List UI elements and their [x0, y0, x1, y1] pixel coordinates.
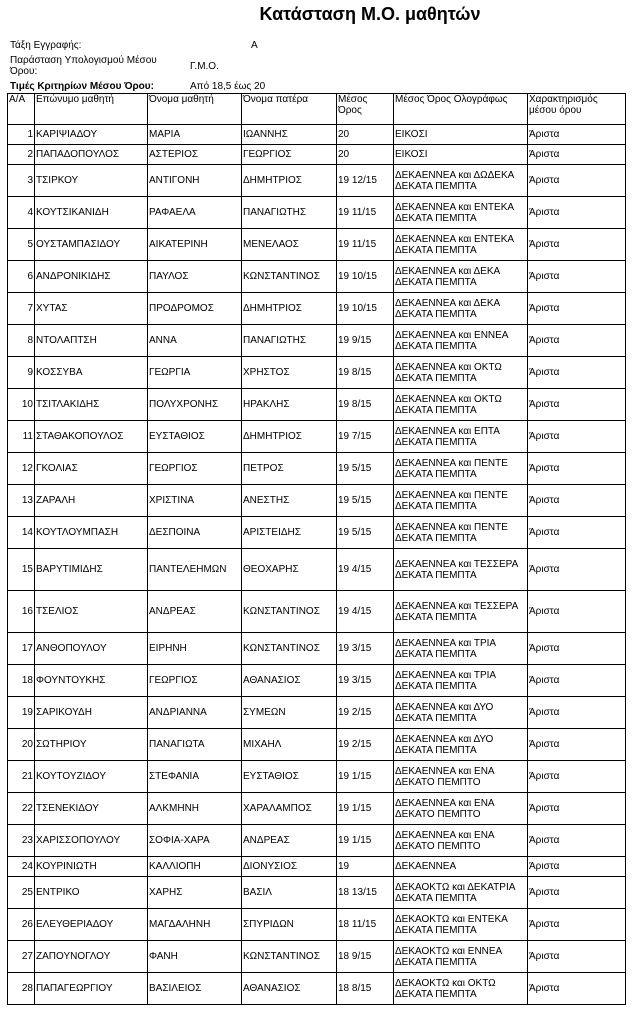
cell-average: 19 7/15: [337, 421, 394, 453]
range-value: Από 18,5 έως 20: [190, 81, 266, 92]
cell-father: ΚΩΝΣΤΑΝΤΙΝΟΣ: [242, 941, 337, 973]
cell-aa: 22: [8, 793, 35, 825]
cell-aa: 8: [8, 325, 35, 357]
cell-surname: ΚΟΥΡΙΝΙΩΤΗ: [35, 857, 148, 877]
cell-father: ΔΗΜΗΤΡΙΟΣ: [242, 165, 337, 197]
cell-aa: 2: [8, 145, 35, 165]
cell-aa: 6: [8, 261, 35, 293]
cell-father: ΑΘΑΝΑΣΙΟΣ: [242, 665, 337, 697]
cell-surname: ΧΑΡΙΣΣΟΠΟΥΛΟΥ: [35, 825, 148, 857]
cell-average: 19 2/15: [337, 697, 394, 729]
cell-average: 20: [337, 145, 394, 165]
cell-surname: ΤΣΕΝΕΚΙΔΟΥ: [35, 793, 148, 825]
range-label: Τιμές Κριτηρίων Μέσου Όρου:: [10, 81, 154, 92]
cell-father: ΧΑΡΑΛΑΜΠΟΣ: [242, 793, 337, 825]
cell-surname: ΟΥΣΤΑΜΠΑΣΙΔΟΥ: [35, 229, 148, 261]
table-row: [8, 697, 626, 729]
cell-average-words: ΔΕΚΑΕΝΝΕΑ και ΕΝΑ ΔΕΚΑΤΟ ΠΕΜΠΤΟ: [394, 793, 528, 825]
cell-aa: 20: [8, 729, 35, 761]
cell-father: ΠΕΤΡΟΣ: [242, 453, 337, 485]
cell-average: 19: [337, 857, 394, 877]
cell-name: ΠΟΛΥΧΡΟΝΗΣ: [148, 389, 242, 421]
cell-average: 19 1/15: [337, 793, 394, 825]
table-row: [8, 941, 626, 973]
cell-average-words: ΔΕΚΑΕΝΝΕΑ και ΕΝΑ ΔΕΚΑΤΟ ΠΕΜΠΤΟ: [394, 825, 528, 857]
cell-grade: Άριστα: [528, 793, 626, 825]
cell-grade: Άριστα: [528, 825, 626, 857]
cell-father: ΚΩΝΣΤΑΝΤΙΝΟΣ: [242, 633, 337, 665]
cell-surname: ΕΝΤΡΙΚΟ: [35, 877, 148, 909]
cell-name: ΕΥΣΤΑΘΙΟΣ: [148, 421, 242, 453]
cell-father: ΕΥΣΤΑΘΙΟΣ: [242, 761, 337, 793]
students-table: [7, 93, 626, 1005]
cell-grade: Άριστα: [528, 729, 626, 761]
table-row: [8, 761, 626, 793]
cell-average: 20: [337, 125, 394, 145]
cell-father: ΚΩΝΣΤΑΝΤΙΝΟΣ: [242, 591, 337, 633]
cell-grade: Άριστα: [528, 293, 626, 325]
cell-name: ΓΕΩΡΓΙΟΣ: [148, 665, 242, 697]
cell-average: 19 5/15: [337, 453, 394, 485]
cell-average-words: ΔΕΚΑΕΝΝΕΑ και ΟΚΤΩ ΔΕΚΑΤΑ ΠΕΜΠΤΑ: [394, 357, 528, 389]
col-name: Όνομα μαθητή: [148, 94, 242, 125]
cell-average-words: ΔΕΚΑΕΝΝΕΑ και ΤΕΣΣΕΡΑ ΔΕΚΑΤΑ ΠΕΜΠΤΑ: [394, 591, 528, 633]
cell-average: 18 11/15: [337, 909, 394, 941]
cell-name: ΓΕΩΡΓΙΟΣ: [148, 453, 242, 485]
col-aa: Α/Α: [8, 94, 35, 125]
cell-aa: 12: [8, 453, 35, 485]
cell-grade: Άριστα: [528, 125, 626, 145]
table-row: [8, 793, 626, 825]
cell-grade: Άριστα: [528, 357, 626, 389]
cell-average-words: ΔΕΚΑΕΝΝΕΑ: [394, 857, 528, 877]
cell-grade: Άριστα: [528, 591, 626, 633]
calc-label-line2: Όρου:: [10, 66, 38, 77]
cell-name: ΧΡΙΣΤΙΝΑ: [148, 485, 242, 517]
cell-surname: ΤΣΕΛΙΟΣ: [35, 591, 148, 633]
cell-average: 19 3/15: [337, 633, 394, 665]
cell-grade: Άριστα: [528, 325, 626, 357]
cell-name: ΔΕΣΠΟΙΝΑ: [148, 517, 242, 549]
cell-average-words: ΔΕΚΑΕΝΝΕΑ και ΠΕΝΤΕ ΔΕΚΑΤΑ ΠΕΜΠΤΑ: [394, 485, 528, 517]
table-row: [8, 633, 626, 665]
cell-average-words: ΔΕΚΑΕΝΝΕΑ και ΔΥΟ ΔΕΚΑΤΑ ΠΕΜΠΤΑ: [394, 729, 528, 761]
class-label: Τάξη Εγγραφής:: [10, 40, 82, 51]
cell-average-words: ΔΕΚΑΕΝΝΕΑ και ΤΕΣΣΕΡΑ ΔΕΚΑΤΑ ΠΕΜΠΤΑ: [394, 549, 528, 591]
cell-surname: ΣΤΑΘΑΚΟΠΟΥΛΟΣ: [35, 421, 148, 453]
cell-name: ΓΕΩΡΓΙΑ: [148, 357, 242, 389]
cell-aa: 1: [8, 125, 35, 145]
cell-average: 19 4/15: [337, 591, 394, 633]
cell-surname: ΖΑΡΑΛΗ: [35, 485, 148, 517]
cell-aa: 4: [8, 197, 35, 229]
cell-father: ΙΩΑΝΝΗΣ: [242, 125, 337, 145]
cell-average-words: ΔΕΚΑΟΚΤΩ και ΕΝΤΕΚΑ ΔΕΚΑΤΑ ΠΕΜΠΤΑ: [394, 909, 528, 941]
cell-average: 19 10/15: [337, 293, 394, 325]
cell-average: 19 8/15: [337, 389, 394, 421]
cell-father: ΧΡΗΣΤΟΣ: [242, 357, 337, 389]
col-father: Όνομα πατέρα: [242, 94, 337, 125]
cell-father: ΣΠΥΡΙΔΩΝ: [242, 909, 337, 941]
cell-father: ΗΡΑΚΛΗΣ: [242, 389, 337, 421]
cell-aa: 28: [8, 973, 35, 1005]
cell-father: ΚΩΝΣΤΑΝΤΙΝΟΣ: [242, 261, 337, 293]
cell-grade: Άριστα: [528, 165, 626, 197]
table-row: [8, 591, 626, 633]
cell-name: ΚΑΛΛΙΟΠΗ: [148, 857, 242, 877]
table-row: [8, 825, 626, 857]
cell-surname: ΠΑΠΑΓΕΩΡΓΙΟΥ: [35, 973, 148, 1005]
cell-father: ΑΝΕΣΤΗΣ: [242, 485, 337, 517]
cell-grade: Άριστα: [528, 421, 626, 453]
cell-grade: Άριστα: [528, 973, 626, 1005]
cell-average: 19 5/15: [337, 517, 394, 549]
cell-average-words: ΔΕΚΑΟΚΤΩ και ΟΚΤΩ ΔΕΚΑΤΑ ΠΕΜΠΤΑ: [394, 973, 528, 1005]
cell-aa: 7: [8, 293, 35, 325]
cell-name: ΦΑΝΗ: [148, 941, 242, 973]
cell-surname: ΣΑΡΙΚΟΥΔΗ: [35, 697, 148, 729]
cell-grade: Άριστα: [528, 229, 626, 261]
cell-name: ΑΝΤΙΓΟΝΗ: [148, 165, 242, 197]
cell-surname: ΤΣΙΡΚΟΥ: [35, 165, 148, 197]
cell-average-words: ΔΕΚΑΕΝΝΕΑ και ΠΕΝΤΕ ΔΕΚΑΤΑ ΠΕΜΠΤΑ: [394, 517, 528, 549]
cell-surname: ΑΝΘΟΠΟΥΛΟΥ: [35, 633, 148, 665]
table-row: [8, 421, 626, 453]
cell-surname: ΚΟΥΤΛΟΥΜΠΑΣΗ: [35, 517, 148, 549]
cell-aa: 14: [8, 517, 35, 549]
cell-father: ΠΑΝΑΓΙΩΤΗΣ: [242, 325, 337, 357]
cell-average-words: ΔΕΚΑΕΝΝΕΑ και ΟΚΤΩ ΔΕΚΑΤΑ ΠΕΜΠΤΑ: [394, 389, 528, 421]
cell-average: 19 2/15: [337, 729, 394, 761]
cell-grade: Άριστα: [528, 517, 626, 549]
cell-name: ΑΙΚΑΤΕΡΙΝΗ: [148, 229, 242, 261]
cell-grade: Άριστα: [528, 633, 626, 665]
cell-name: ΜΑΡΙΑ: [148, 125, 242, 145]
calc-label-line1: Παράσταση Υπολογισμού Μέσου: [10, 55, 157, 66]
cell-surname: ΧΥΤΑΣ: [35, 293, 148, 325]
cell-surname: ΚΟΣΣΥΒΑ: [35, 357, 148, 389]
table-row: [8, 729, 626, 761]
calc-value: Γ.Μ.Ο.: [190, 61, 219, 72]
col-surname: Επώνυμο μαθητή: [35, 94, 148, 125]
cell-average: 19 8/15: [337, 357, 394, 389]
cell-name: ΑΝΔΡΙΑΝΝΑ: [148, 697, 242, 729]
cell-average: 18 13/15: [337, 877, 394, 909]
cell-average: 18 9/15: [337, 941, 394, 973]
class-value: Α: [251, 40, 258, 51]
cell-grade: Άριστα: [528, 145, 626, 165]
cell-surname: ΣΩΤΗΡΙΟΥ: [35, 729, 148, 761]
cell-name: ΒΑΣΙΛΕΙΟΣ: [148, 973, 242, 1005]
cell-average-words: ΔΕΚΑΟΚΤΩ και ΔΕΚΑΤΡΙΑ ΔΕΚΑΤΑ ΠΕΜΠΤΑ: [394, 877, 528, 909]
table-row: [8, 357, 626, 389]
cell-average: 19 1/15: [337, 825, 394, 857]
cell-aa: 18: [8, 665, 35, 697]
cell-average-words: ΔΕΚΑΕΝΝΕΑ και ΔΥΟ ΔΕΚΑΤΑ ΠΕΜΠΤΑ: [394, 697, 528, 729]
table-body: [8, 125, 626, 1005]
cell-father: ΑΝΔΡΕΑΣ: [242, 825, 337, 857]
cell-surname: ΕΛΕΥΘΕΡΙΑΔΟΥ: [35, 909, 148, 941]
cell-father: ΔΗΜΗΤΡΙΟΣ: [242, 293, 337, 325]
cell-surname: ΠΑΠΑΔΟΠΟΥΛΟΣ: [35, 145, 148, 165]
cell-father: ΑΘΑΝΑΣΙΟΣ: [242, 973, 337, 1005]
cell-surname: ΝΤΟΛΑΠΤΣΗ: [35, 325, 148, 357]
table-row: [8, 125, 626, 145]
cell-father: ΑΡΙΣΤΕΙΔΗΣ: [242, 517, 337, 549]
cell-name: ΑΝΝΑ: [148, 325, 242, 357]
table-row: [8, 165, 626, 197]
cell-name: ΠΑΥΛΟΣ: [148, 261, 242, 293]
col-average: Μέσος Όρος: [337, 94, 394, 125]
cell-aa: 15: [8, 549, 35, 591]
cell-name: ΡΑΦΑΕΛΑ: [148, 197, 242, 229]
cell-surname: ΤΣΙΤΛΑΚΙΔΗΣ: [35, 389, 148, 421]
table-row: [8, 909, 626, 941]
cell-average: 19 5/15: [337, 485, 394, 517]
cell-grade: Άριστα: [528, 549, 626, 591]
cell-aa: 13: [8, 485, 35, 517]
cell-surname: ΦΟΥΝΤΟΥΚΗΣ: [35, 665, 148, 697]
table-header-row: [8, 94, 626, 125]
cell-average-words: ΕΙΚΟΣΙ: [394, 125, 528, 145]
cell-average-words: ΔΕΚΑΕΝΝΕΑ και ΠΕΝΤΕ ΔΕΚΑΤΑ ΠΕΜΠΤΑ: [394, 453, 528, 485]
cell-surname: ΑΝΔΡΟΝΙΚΙΔΗΣ: [35, 261, 148, 293]
table-row: [8, 261, 626, 293]
cell-father: ΜΕΝΕΛΑΟΣ: [242, 229, 337, 261]
table-row: [8, 517, 626, 549]
cell-surname: ΚΟΥΤΣΙΚΑΝΙΔΗ: [35, 197, 148, 229]
cell-average-words: ΕΙΚΟΣΙ: [394, 145, 528, 165]
cell-surname: ΖΑΠΟΥΝΟΓΛΟΥ: [35, 941, 148, 973]
cell-aa: 17: [8, 633, 35, 665]
table-row: [8, 665, 626, 697]
cell-father: ΔΙΟΝΥΣΙΟΣ: [242, 857, 337, 877]
cell-aa: 16: [8, 591, 35, 633]
page-title: Κατάσταση Μ.Ο. μαθητών: [259, 4, 481, 24]
table-row: [8, 877, 626, 909]
cell-aa: 5: [8, 229, 35, 261]
cell-aa: 23: [8, 825, 35, 857]
cell-average-words: ΔΕΚΑΟΚΤΩ και ΕΝΝΕΑ ΔΕΚΑΤΑ ΠΕΜΠΤΑ: [394, 941, 528, 973]
col-grade: Χαρακτηρισμός μέσου όρου: [528, 94, 626, 125]
cell-grade: Άριστα: [528, 389, 626, 421]
table-row: [8, 293, 626, 325]
cell-average-words: ΔΕΚΑΕΝΝΕΑ και ΤΡΙΑ ΔΕΚΑΤΑ ΠΕΜΠΤΑ: [394, 665, 528, 697]
cell-name: ΜΑΓΔΑΛΗΝΗ: [148, 909, 242, 941]
cell-father: ΜΙΧΑΗΛ: [242, 729, 337, 761]
cell-name: ΕΙΡΗΝΗ: [148, 633, 242, 665]
cell-father: ΘΕΟΧΑΡΗΣ: [242, 549, 337, 591]
table-row: [8, 857, 626, 877]
cell-name: ΠΑΝΑΓΙΩΤΑ: [148, 729, 242, 761]
cell-surname: ΚΟΥΤΟΥΖΙΔΟΥ: [35, 761, 148, 793]
cell-grade: Άριστα: [528, 261, 626, 293]
table-row: [8, 485, 626, 517]
cell-grade: Άριστα: [528, 697, 626, 729]
calc-label: [10, 55, 157, 77]
cell-average-words: ΔΕΚΑΕΝΝΕΑ και ΕΠΤΑ ΔΕΚΑΤΑ ΠΕΜΠΤΑ: [394, 421, 528, 453]
cell-surname: ΓΚΟΛΙΑΣ: [35, 453, 148, 485]
cell-average: 19 11/15: [337, 197, 394, 229]
cell-aa: 11: [8, 421, 35, 453]
cell-average: 19 12/15: [337, 165, 394, 197]
cell-grade: Άριστα: [528, 453, 626, 485]
cell-name: ΣΟΦΙΑ-ΧΑΡΑ: [148, 825, 242, 857]
cell-average: 19 1/15: [337, 761, 394, 793]
table-row: [8, 453, 626, 485]
cell-grade: Άριστα: [528, 761, 626, 793]
cell-name: ΑΝΔΡΕΑΣ: [148, 591, 242, 633]
cell-average-words: ΔΕΚΑΕΝΝΕΑ και ΕΝΑ ΔΕΚΑΤΟ ΠΕΜΠΤΟ: [394, 761, 528, 793]
cell-average-words: ΔΕΚΑΕΝΝΕΑ και ΤΡΙΑ ΔΕΚΑΤΑ ΠΕΜΠΤΑ: [394, 633, 528, 665]
cell-average: 19 9/15: [337, 325, 394, 357]
col-average-words: Μέσος Όρος Ολογράφως: [394, 94, 528, 125]
cell-grade: Άριστα: [528, 909, 626, 941]
cell-grade: Άριστα: [528, 857, 626, 877]
cell-name: ΧΑΡΗΣ: [148, 877, 242, 909]
cell-name: ΣΤΕΦΑΝΙΑ: [148, 761, 242, 793]
cell-name: ΠΑΝΤΕΛΕΗΜΩΝ: [148, 549, 242, 591]
cell-average-words: ΔΕΚΑΕΝΝΕΑ και ΕΝΤΕΚΑ ΔΕΚΑΤΑ ΠΕΜΠΤΑ: [394, 197, 528, 229]
cell-aa: 19: [8, 697, 35, 729]
table-row: [8, 229, 626, 261]
cell-name: ΑΣΤΕΡΙΟΣ: [148, 145, 242, 165]
cell-surname: ΚΑΡΙΨΙΑΔΟΥ: [35, 125, 148, 145]
cell-average: 18 8/15: [337, 973, 394, 1005]
cell-average: 19 11/15: [337, 229, 394, 261]
cell-grade: Άριστα: [528, 665, 626, 697]
cell-aa: 27: [8, 941, 35, 973]
cell-father: ΣΥΜΕΩΝ: [242, 697, 337, 729]
cell-surname: ΒΑΡΥΤΙΜΙΔΗΣ: [35, 549, 148, 591]
cell-aa: 21: [8, 761, 35, 793]
cell-aa: 24: [8, 857, 35, 877]
cell-average-words: ΔΕΚΑΕΝΝΕΑ και ΕΝΤΕΚΑ ΔΕΚΑΤΑ ΠΕΜΠΤΑ: [394, 229, 528, 261]
cell-average-words: ΔΕΚΑΕΝΝΕΑ και ΔΕΚΑ ΔΕΚΑΤΑ ΠΕΜΠΤΑ: [394, 293, 528, 325]
table-row: [8, 145, 626, 165]
cell-aa: 9: [8, 357, 35, 389]
cell-aa: 10: [8, 389, 35, 421]
cell-father: ΓΕΩΡΓΙΟΣ: [242, 145, 337, 165]
table-row: [8, 197, 626, 229]
cell-average: 19 4/15: [337, 549, 394, 591]
cell-father: ΔΗΜΗΤΡΙΟΣ: [242, 421, 337, 453]
cell-grade: Άριστα: [528, 941, 626, 973]
table-row: [8, 973, 626, 1005]
cell-father: ΠΑΝΑΓΙΩΤΗΣ: [242, 197, 337, 229]
cell-father: ΒΑΣΙΛ: [242, 877, 337, 909]
cell-average-words: ΔΕΚΑΕΝΝΕΑ και ΕΝΝΕΑ ΔΕΚΑΤΑ ΠΕΜΠΤΑ: [394, 325, 528, 357]
cell-average-words: ΔΕΚΑΕΝΝΕΑ και ΔΩΔΕΚΑ ΔΕΚΑΤΑ ΠΕΜΠΤΑ: [394, 165, 528, 197]
table-row: [8, 549, 626, 591]
cell-aa: 26: [8, 909, 35, 941]
cell-name: ΑΛΚΜΗΝΗ: [148, 793, 242, 825]
table-row: [8, 325, 626, 357]
cell-average-words: ΔΕΚΑΕΝΝΕΑ και ΔΕΚΑ ΔΕΚΑΤΑ ΠΕΜΠΤΑ: [394, 261, 528, 293]
cell-grade: Άριστα: [528, 485, 626, 517]
table-row: [8, 389, 626, 421]
cell-name: ΠΡΟΔΡΟΜΟΣ: [148, 293, 242, 325]
cell-grade: Άριστα: [528, 197, 626, 229]
cell-aa: 3: [8, 165, 35, 197]
cell-average: 19 3/15: [337, 665, 394, 697]
cell-average: 19 10/15: [337, 261, 394, 293]
cell-grade: Άριστα: [528, 877, 626, 909]
cell-aa: 25: [8, 877, 35, 909]
